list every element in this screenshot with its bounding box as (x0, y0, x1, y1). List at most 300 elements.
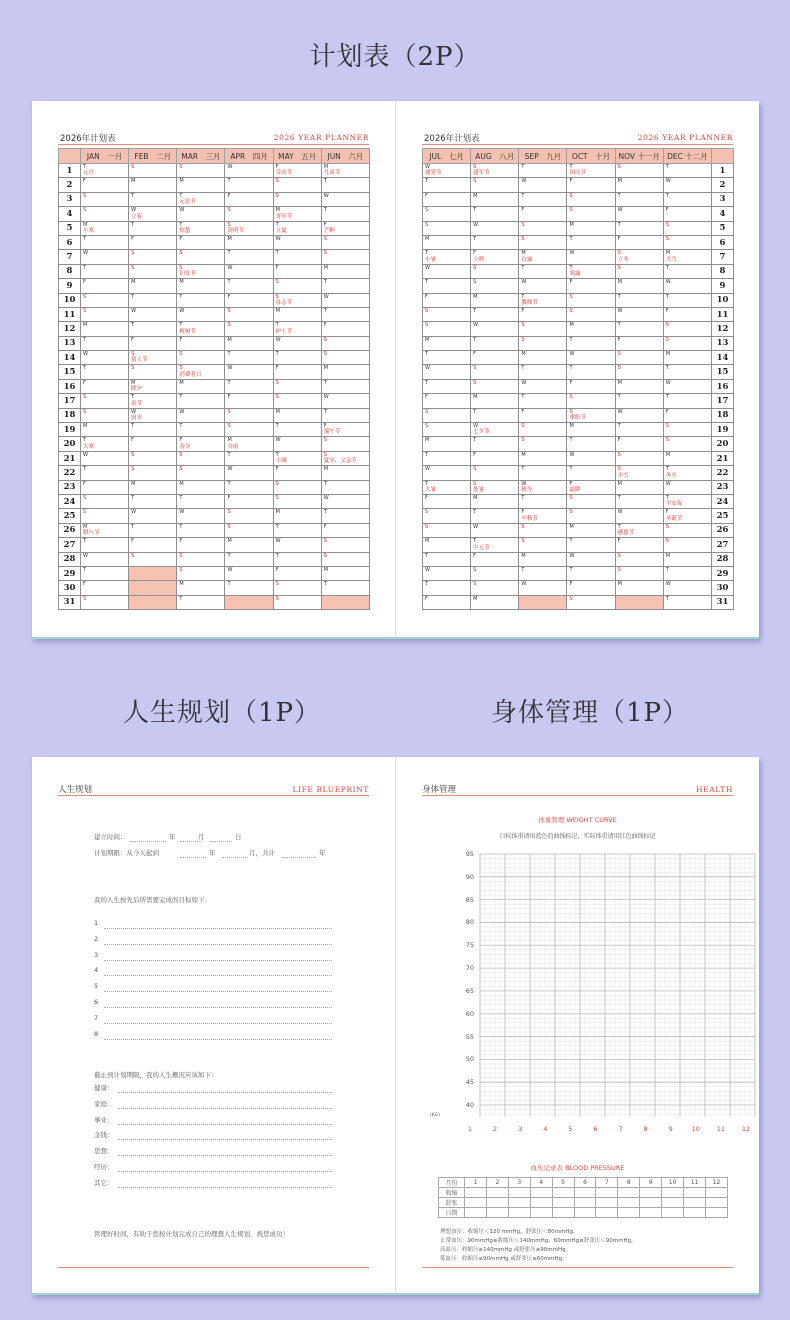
day-cell[interactable] (81, 164, 129, 178)
bp-entry-cell[interactable] (574, 1198, 596, 1208)
day-cell[interactable] (663, 494, 711, 508)
bp-entry-cell[interactable] (530, 1208, 552, 1218)
day-cell[interactable] (519, 279, 567, 293)
day-cell[interactable] (225, 451, 273, 465)
day-cell[interactable] (615, 494, 663, 508)
day-cell[interactable] (567, 581, 615, 595)
day-cell[interactable] (471, 379, 519, 393)
day-cell[interactable] (471, 552, 519, 566)
day-cell[interactable] (615, 207, 663, 221)
day-cell[interactable] (225, 538, 273, 552)
day-cell[interactable] (129, 235, 177, 249)
day-cell[interactable] (81, 566, 129, 580)
day-cell[interactable] (225, 509, 273, 523)
day-cell[interactable] (663, 566, 711, 580)
day-cell[interactable] (663, 538, 711, 552)
day-cell[interactable] (81, 394, 129, 408)
day-cell[interactable] (321, 408, 369, 422)
day-cell[interactable] (567, 235, 615, 249)
day-cell[interactable] (273, 336, 321, 350)
day-cell[interactable] (615, 235, 663, 249)
day-cell[interactable] (423, 394, 471, 408)
day-cell[interactable] (663, 351, 711, 365)
day-cell[interactable] (615, 394, 663, 408)
day-cell[interactable] (129, 192, 177, 206)
day-cell[interactable] (225, 235, 273, 249)
day-cell[interactable] (567, 264, 615, 278)
day-cell[interactable] (423, 192, 471, 206)
day-cell[interactable] (423, 235, 471, 249)
day-cell[interactable] (81, 523, 129, 537)
day-cell[interactable] (321, 451, 369, 465)
day-cell[interactable] (321, 581, 369, 595)
day-cell[interactable] (615, 552, 663, 566)
day-cell[interactable] (615, 164, 663, 178)
day-cell[interactable] (129, 279, 177, 293)
day-cell[interactable] (663, 221, 711, 235)
day-cell[interactable] (567, 178, 615, 192)
day-cell[interactable] (129, 264, 177, 278)
day-cell[interactable] (663, 379, 711, 393)
day-cell[interactable] (177, 365, 225, 379)
bp-entry-cell[interactable] (508, 1198, 530, 1208)
day-cell[interactable] (519, 307, 567, 321)
day-cell[interactable] (423, 552, 471, 566)
day-cell[interactable] (129, 451, 177, 465)
day-cell[interactable] (225, 394, 273, 408)
established-month-line[interactable] (180, 841, 202, 842)
day-cell[interactable] (321, 552, 369, 566)
day-cell[interactable] (615, 466, 663, 480)
day-cell[interactable] (129, 379, 177, 393)
day-cell[interactable] (615, 336, 663, 350)
day-cell[interactable] (273, 307, 321, 321)
day-cell[interactable] (471, 307, 519, 321)
day-cell[interactable] (225, 207, 273, 221)
day-cell[interactable] (129, 207, 177, 221)
day-cell[interactable] (177, 466, 225, 480)
day-cell[interactable] (81, 307, 129, 321)
day-cell[interactable] (471, 293, 519, 307)
day-cell[interactable] (129, 552, 177, 566)
day-cell[interactable] (177, 250, 225, 264)
day-cell[interactable] (615, 408, 663, 422)
day-cell[interactable] (423, 264, 471, 278)
goal-line[interactable] (104, 975, 332, 976)
day-cell[interactable] (81, 552, 129, 566)
day-cell[interactable] (423, 250, 471, 264)
day-cell[interactable] (273, 509, 321, 523)
day-cell[interactable] (273, 192, 321, 206)
day-cell[interactable] (273, 221, 321, 235)
day-cell[interactable] (225, 307, 273, 321)
day-cell[interactable] (81, 480, 129, 494)
day-cell[interactable] (423, 221, 471, 235)
day-cell[interactable] (321, 351, 369, 365)
day-cell[interactable] (225, 164, 273, 178)
day-cell[interactable] (273, 264, 321, 278)
day-cell[interactable] (273, 322, 321, 336)
day-cell[interactable] (177, 351, 225, 365)
day-cell[interactable] (663, 336, 711, 350)
day-cell[interactable] (567, 164, 615, 178)
day-cell[interactable] (177, 552, 225, 566)
day-cell[interactable] (663, 480, 711, 494)
bp-entry-cell[interactable] (640, 1188, 662, 1198)
day-cell[interactable] (663, 408, 711, 422)
day-cell[interactable] (471, 221, 519, 235)
day-cell[interactable] (273, 494, 321, 508)
day-cell[interactable] (177, 192, 225, 206)
day-cell[interactable] (663, 264, 711, 278)
day-cell[interactable] (225, 351, 273, 365)
day-cell[interactable] (519, 451, 567, 465)
day-cell[interactable] (615, 307, 663, 321)
day-cell[interactable] (615, 264, 663, 278)
day-cell[interactable] (663, 451, 711, 465)
day-cell[interactable] (423, 178, 471, 192)
day-cell[interactable] (81, 293, 129, 307)
day-cell[interactable] (273, 437, 321, 451)
day-cell[interactable] (423, 466, 471, 480)
day-cell[interactable] (321, 178, 369, 192)
day-cell[interactable] (273, 365, 321, 379)
day-cell[interactable] (177, 480, 225, 494)
day-cell[interactable] (567, 437, 615, 451)
period-year-line[interactable] (180, 857, 206, 858)
day-cell[interactable] (567, 523, 615, 537)
bp-entry-cell[interactable] (508, 1188, 530, 1198)
day-cell[interactable] (471, 178, 519, 192)
day-cell[interactable] (567, 423, 615, 437)
bp-entry-cell[interactable] (574, 1188, 596, 1198)
day-cell[interactable] (519, 351, 567, 365)
day-cell[interactable] (423, 408, 471, 422)
day-cell[interactable] (273, 423, 321, 437)
day-cell[interactable] (81, 581, 129, 595)
day-cell[interactable] (225, 279, 273, 293)
bp-entry-cell[interactable] (596, 1198, 618, 1208)
day-cell[interactable] (567, 509, 615, 523)
day-cell[interactable] (615, 581, 663, 595)
bp-entry-cell[interactable] (465, 1198, 487, 1208)
day-cell[interactable] (567, 322, 615, 336)
day-cell[interactable] (567, 494, 615, 508)
day-cell[interactable] (471, 394, 519, 408)
day-cell[interactable] (273, 552, 321, 566)
bp-entry-cell[interactable] (705, 1208, 727, 1218)
day-cell[interactable] (615, 192, 663, 206)
day-cell[interactable] (423, 307, 471, 321)
day-cell[interactable] (663, 509, 711, 523)
day-cell[interactable] (81, 192, 129, 206)
day-cell[interactable] (225, 192, 273, 206)
bp-entry-cell[interactable] (684, 1198, 706, 1208)
day-cell[interactable] (567, 365, 615, 379)
weight-curve-grid[interactable] (396, 847, 759, 1147)
day-cell[interactable] (615, 538, 663, 552)
day-cell[interactable] (519, 423, 567, 437)
day-cell[interactable] (81, 365, 129, 379)
day-cell[interactable] (225, 250, 273, 264)
day-cell[interactable] (177, 581, 225, 595)
day-cell[interactable] (321, 250, 369, 264)
day-cell[interactable] (567, 221, 615, 235)
day-cell[interactable] (129, 466, 177, 480)
day-cell[interactable] (519, 494, 567, 508)
empty-day-cell[interactable] (615, 595, 663, 609)
day-cell[interactable] (471, 466, 519, 480)
day-cell[interactable] (177, 307, 225, 321)
day-cell[interactable] (321, 423, 369, 437)
day-cell[interactable] (423, 336, 471, 350)
day-cell[interactable] (471, 451, 519, 465)
day-cell[interactable] (615, 566, 663, 580)
day-cell[interactable] (663, 192, 711, 206)
day-cell[interactable] (471, 235, 519, 249)
day-cell[interactable] (321, 394, 369, 408)
day-cell[interactable] (567, 279, 615, 293)
day-cell[interactable] (225, 379, 273, 393)
day-cell[interactable] (177, 264, 225, 278)
day-cell[interactable] (663, 365, 711, 379)
day-cell[interactable] (129, 351, 177, 365)
status-line[interactable] (118, 1171, 332, 1172)
day-cell[interactable] (519, 394, 567, 408)
status-line[interactable] (118, 1092, 332, 1093)
day-cell[interactable] (81, 466, 129, 480)
status-line[interactable] (118, 1187, 332, 1188)
day-cell[interactable] (273, 523, 321, 537)
empty-day-cell[interactable] (129, 595, 177, 609)
day-cell[interactable] (81, 595, 129, 609)
bp-entry-cell[interactable] (486, 1208, 508, 1218)
day-cell[interactable] (567, 538, 615, 552)
day-cell[interactable] (663, 250, 711, 264)
day-cell[interactable] (177, 523, 225, 537)
day-cell[interactable] (567, 451, 615, 465)
day-cell[interactable] (519, 437, 567, 451)
empty-day-cell[interactable] (129, 581, 177, 595)
day-cell[interactable] (519, 164, 567, 178)
day-cell[interactable] (321, 192, 369, 206)
day-cell[interactable] (273, 394, 321, 408)
bp-entry-cell[interactable] (640, 1208, 662, 1218)
bp-entry-cell[interactable] (465, 1208, 487, 1218)
day-cell[interactable] (321, 322, 369, 336)
day-cell[interactable] (273, 581, 321, 595)
day-cell[interactable] (81, 336, 129, 350)
day-cell[interactable] (177, 322, 225, 336)
day-cell[interactable] (81, 250, 129, 264)
status-line[interactable] (118, 1155, 332, 1156)
day-cell[interactable] (129, 538, 177, 552)
day-cell[interactable] (519, 192, 567, 206)
day-cell[interactable] (471, 408, 519, 422)
day-cell[interactable] (81, 451, 129, 465)
day-cell[interactable] (423, 509, 471, 523)
day-cell[interactable] (273, 451, 321, 465)
day-cell[interactable] (177, 437, 225, 451)
day-cell[interactable] (615, 523, 663, 537)
day-cell[interactable] (321, 480, 369, 494)
day-cell[interactable] (273, 480, 321, 494)
established-year-line[interactable] (130, 841, 166, 842)
day-cell[interactable] (81, 494, 129, 508)
day-cell[interactable] (273, 293, 321, 307)
day-cell[interactable] (471, 192, 519, 206)
day-cell[interactable] (519, 552, 567, 566)
day-cell[interactable] (519, 264, 567, 278)
day-cell[interactable] (225, 322, 273, 336)
day-cell[interactable] (423, 351, 471, 365)
goal-line[interactable] (104, 991, 332, 992)
goal-line[interactable] (104, 928, 332, 929)
day-cell[interactable] (321, 538, 369, 552)
day-cell[interactable] (129, 221, 177, 235)
day-cell[interactable] (321, 207, 369, 221)
day-cell[interactable] (177, 538, 225, 552)
status-line[interactable] (118, 1124, 332, 1125)
day-cell[interactable] (321, 336, 369, 350)
bp-entry-cell[interactable] (530, 1188, 552, 1198)
day-cell[interactable] (81, 379, 129, 393)
day-cell[interactable] (519, 178, 567, 192)
day-cell[interactable] (663, 552, 711, 566)
day-cell[interactable] (519, 365, 567, 379)
period-total-line[interactable] (282, 857, 316, 858)
day-cell[interactable] (129, 408, 177, 422)
day-cell[interactable] (177, 566, 225, 580)
bp-entry-cell[interactable] (465, 1188, 487, 1198)
day-cell[interactable] (663, 394, 711, 408)
day-cell[interactable] (615, 221, 663, 235)
day-cell[interactable] (663, 423, 711, 437)
day-cell[interactable] (615, 480, 663, 494)
bp-entry-cell[interactable] (596, 1188, 618, 1198)
bp-entry-cell[interactable] (508, 1208, 530, 1218)
day-cell[interactable] (81, 538, 129, 552)
day-cell[interactable] (663, 466, 711, 480)
day-cell[interactable] (519, 293, 567, 307)
day-cell[interactable] (273, 250, 321, 264)
day-cell[interactable] (567, 192, 615, 206)
bp-entry-cell[interactable] (486, 1198, 508, 1208)
bp-entry-cell[interactable] (684, 1188, 706, 1198)
day-cell[interactable] (321, 566, 369, 580)
day-cell[interactable] (321, 293, 369, 307)
day-cell[interactable] (519, 466, 567, 480)
day-cell[interactable] (567, 336, 615, 350)
day-cell[interactable] (423, 451, 471, 465)
day-cell[interactable] (225, 178, 273, 192)
bp-entry-cell[interactable] (705, 1198, 727, 1208)
day-cell[interactable] (663, 178, 711, 192)
day-cell[interactable] (225, 466, 273, 480)
day-cell[interactable] (81, 423, 129, 437)
day-cell[interactable] (615, 509, 663, 523)
day-cell[interactable] (129, 178, 177, 192)
day-cell[interactable] (519, 207, 567, 221)
day-cell[interactable] (177, 293, 225, 307)
day-cell[interactable] (567, 408, 615, 422)
status-line[interactable] (118, 1108, 332, 1109)
day-cell[interactable] (81, 408, 129, 422)
day-cell[interactable] (321, 164, 369, 178)
day-cell[interactable] (519, 538, 567, 552)
day-cell[interactable] (423, 595, 471, 609)
bp-entry-cell[interactable] (574, 1208, 596, 1218)
day-cell[interactable] (663, 207, 711, 221)
day-cell[interactable] (225, 566, 273, 580)
day-cell[interactable] (177, 423, 225, 437)
bp-entry-cell[interactable] (596, 1208, 618, 1218)
day-cell[interactable] (321, 235, 369, 249)
day-cell[interactable] (663, 307, 711, 321)
day-cell[interactable] (471, 336, 519, 350)
day-cell[interactable] (663, 322, 711, 336)
day-cell[interactable] (519, 480, 567, 494)
day-cell[interactable] (423, 423, 471, 437)
day-cell[interactable] (273, 351, 321, 365)
day-cell[interactable] (321, 264, 369, 278)
day-cell[interactable] (567, 351, 615, 365)
day-cell[interactable] (225, 494, 273, 508)
day-cell[interactable] (519, 235, 567, 249)
day-cell[interactable] (177, 408, 225, 422)
day-cell[interactable] (471, 566, 519, 580)
day-cell[interactable] (519, 221, 567, 235)
bp-entry-cell[interactable] (618, 1188, 640, 1198)
day-cell[interactable] (471, 164, 519, 178)
day-cell[interactable] (177, 164, 225, 178)
day-cell[interactable] (81, 509, 129, 523)
bp-entry-cell[interactable] (662, 1208, 684, 1218)
day-cell[interactable] (567, 293, 615, 307)
day-cell[interactable] (129, 523, 177, 537)
day-cell[interactable] (471, 595, 519, 609)
empty-day-cell[interactable] (321, 595, 369, 609)
day-cell[interactable] (471, 437, 519, 451)
day-cell[interactable] (321, 221, 369, 235)
day-cell[interactable] (129, 164, 177, 178)
day-cell[interactable] (273, 178, 321, 192)
day-cell[interactable] (423, 293, 471, 307)
day-cell[interactable] (177, 509, 225, 523)
day-cell[interactable] (663, 437, 711, 451)
day-cell[interactable] (225, 221, 273, 235)
day-cell[interactable] (471, 581, 519, 595)
day-cell[interactable] (471, 322, 519, 336)
day-cell[interactable] (321, 509, 369, 523)
day-cell[interactable] (81, 322, 129, 336)
day-cell[interactable] (567, 566, 615, 580)
day-cell[interactable] (519, 566, 567, 580)
day-cell[interactable] (273, 595, 321, 609)
day-cell[interactable] (615, 437, 663, 451)
bp-entry-cell[interactable] (552, 1188, 574, 1198)
day-cell[interactable] (663, 595, 711, 609)
day-cell[interactable] (471, 351, 519, 365)
day-cell[interactable] (129, 480, 177, 494)
day-cell[interactable] (519, 336, 567, 350)
day-cell[interactable] (471, 494, 519, 508)
day-cell[interactable] (519, 509, 567, 523)
day-cell[interactable] (471, 538, 519, 552)
day-cell[interactable] (225, 365, 273, 379)
day-cell[interactable] (225, 423, 273, 437)
day-cell[interactable] (321, 279, 369, 293)
